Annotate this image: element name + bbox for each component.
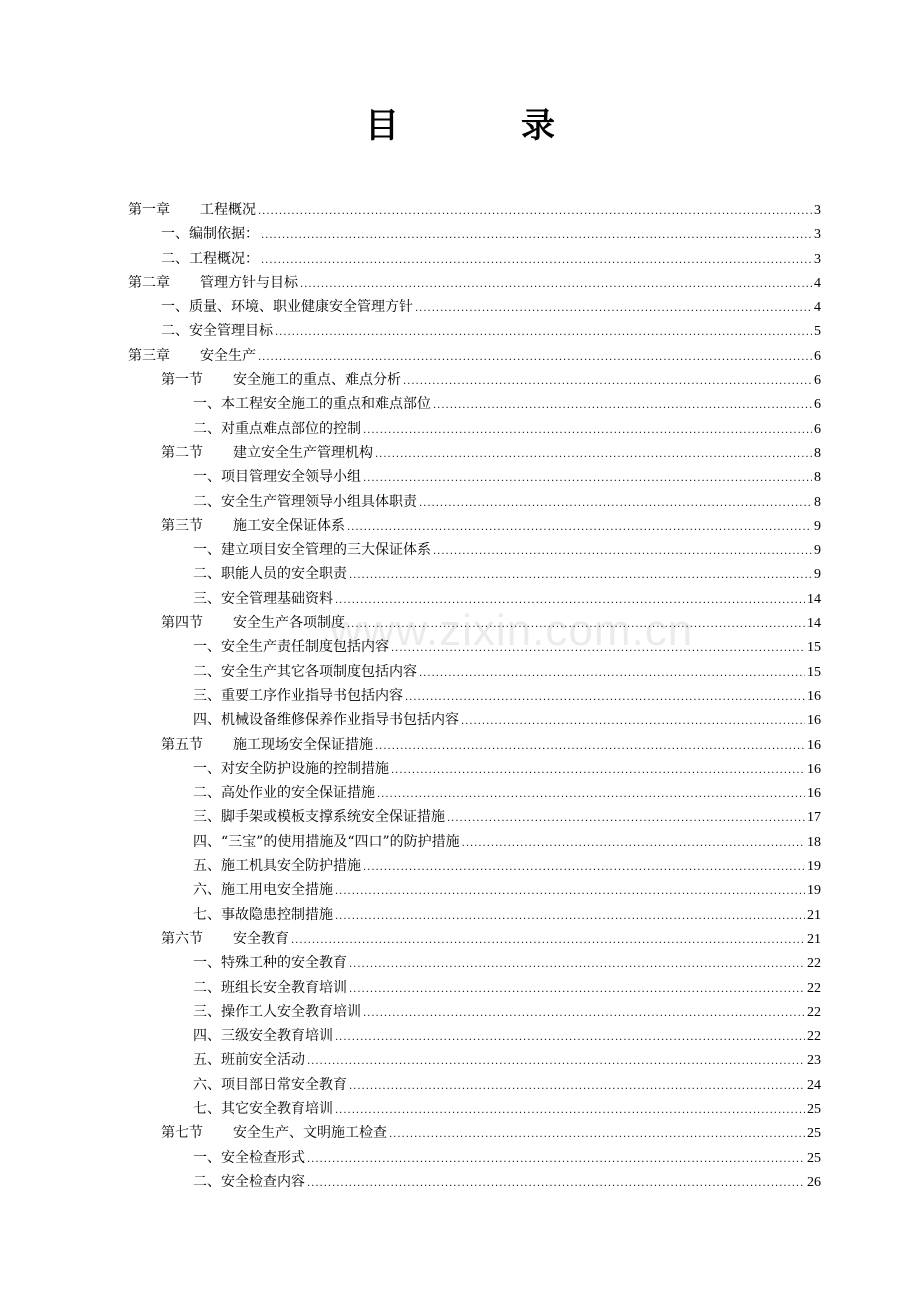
toc-leader-dots [347,516,812,540]
toc-entry-page-number: 14 [807,616,821,632]
toc-entry[interactable] [128,805,821,829]
toc-leader-dots [335,1099,805,1123]
toc-entry-page-number: 16 [807,761,821,777]
toc-entry-title: 一、编制依据： [161,226,259,243]
toc-entry-page-number: 3 [814,203,821,218]
toc-entry-page-number: 25 [807,1150,821,1166]
toc-entry-page-number: 22 [807,1004,821,1020]
toc-entry-page-number: 4 [814,300,821,316]
toc-entry-title: 五、施工机具安全防护措施 [193,858,361,875]
toc-entry-page-number: 15 [807,664,821,680]
toc-leader-dots [258,346,812,370]
toc-entry-page-number: 18 [807,834,821,850]
toc-entry-page-number: 9 [814,543,821,559]
toc-entry-title: 二、职能人员的安全职责 [193,566,347,583]
toc-entry[interactable] [128,368,821,392]
toc-leader-dots [335,1026,805,1050]
toc-entry-title: 六、项目部日常安全教育 [193,1076,347,1093]
toc-entry[interactable] [128,490,821,514]
toc-entry-title: 二、班组长安全教育培训 [193,979,347,996]
toc-entry[interactable] [128,1000,821,1024]
toc-leader-dots [375,735,805,759]
toc-entry-title: 三、操作工人安全教育培训 [193,1003,361,1020]
toc-entry-number: 第五节 [161,736,203,753]
toc-leader-dots [335,589,805,613]
toc-entry-number: 第四节 [161,615,203,632]
toc-leader-dots [377,783,805,807]
toc-leader-dots [419,662,805,686]
toc-entry-page-number: 19 [807,859,821,875]
toc-entry-number: 第一节 [161,372,203,389]
toc-entry-title: 五、班前安全活动 [193,1052,305,1069]
toc-leader-dots [405,686,805,710]
toc-entry[interactable] [128,733,821,757]
toc-leader-dots [375,443,812,467]
toc-entry[interactable] [128,781,821,805]
toc-leader-dots [363,419,812,443]
toc-leader-dots [389,1123,805,1147]
toc-entry-number: 第二章 [128,274,170,291]
toc-entry-page-number: 22 [807,1029,821,1045]
toc-leader-dots [403,370,812,394]
toc-entry-page-number: 8 [814,470,821,486]
toc-entry[interactable] [128,465,821,489]
toc-entry[interactable] [128,976,821,1000]
toc-entry-page-number: 22 [807,980,821,996]
toc-leader-dots [447,807,805,831]
toc-entry-page-number: 25 [807,1126,821,1142]
toc-entry-title: 工程概况 [200,202,256,218]
toc-entry-title: 安全生产、文明施工检查 [233,1125,387,1142]
toc-entry[interactable] [128,830,821,854]
toc-leader-dots [347,613,805,637]
watermark: www.zixin.com.cn [330,606,694,655]
toc-entry[interactable] [128,392,821,416]
toc-entry-page-number: 5 [814,324,821,340]
toc-entry[interactable] [128,1121,821,1145]
toc-entry[interactable] [128,1097,821,1121]
toc-leader-dots [433,394,812,418]
toc-entry[interactable] [128,222,821,246]
toc-entry-title: 四、三级安全教育培训 [193,1028,333,1045]
toc-entry-page-number: 16 [807,786,821,802]
toc-entry-title: 二、高处作业的安全保证措施 [193,785,375,802]
toc-entry[interactable] [128,441,821,465]
toc-entry-title: 四、“三宝”的使用措施及“四口”的防护措施 [193,833,460,850]
toc-entry-number: 第三节 [161,517,203,534]
toc-entry-title: 二、安全管理目标 [161,323,273,340]
toc-leader-dots [363,856,805,880]
toc-entry-title: 管理方针与目标 [200,274,298,291]
toc-entry-title: 二、安全生产其它各项制度包括内容 [193,663,417,680]
toc-entry-title: 安全教育 [233,930,289,947]
toc-leader-dots [300,273,812,297]
toc-entry[interactable] [128,514,821,538]
toc-leader-dots [419,492,812,516]
toc-entry[interactable] [128,684,821,708]
toc-entry[interactable] [128,198,821,222]
toc-entry-page-number: 16 [807,688,821,704]
toc-entry-title: 安全生产各项制度 [233,615,345,632]
toc-leader-dots [415,297,812,321]
toc-entry-page-number: 6 [814,348,821,364]
toc-entry[interactable] [128,927,821,951]
toc-leader-dots [349,978,805,1002]
toc-entry-title: 三、安全管理基础资料 [193,590,333,607]
toc-entry-title: 安全施工的重点、难点分析 [233,372,401,389]
toc-leader-dots [307,1050,805,1074]
toc-entry[interactable] [128,319,821,343]
toc-entry-title: 七、其它安全教育培训 [193,1100,333,1117]
toc-entry[interactable] [128,1073,821,1097]
toc-entry-title: 三、脚手架或模板支撑系统安全保证措施 [193,809,445,826]
toc-entry-page-number: 3 [814,251,821,267]
toc-leader-dots [363,1002,805,1026]
toc-entry[interactable] [128,1146,821,1170]
toc-leader-dots [307,1148,805,1172]
toc-entry-page-number: 8 [814,494,821,510]
toc-entry-page-number: 24 [807,1077,821,1093]
toc-leader-dots [461,710,805,734]
toc-entry-page-number: 16 [807,737,821,753]
toc-entry-page-number: 26 [807,1174,821,1190]
toc-entry[interactable] [128,1024,821,1048]
toc-entry[interactable] [128,538,821,562]
toc-entry-page-number: 6 [814,421,821,437]
toc-entry[interactable] [128,247,821,271]
toc-entry-title: 二、工程概况： [161,250,259,267]
toc-entry-page-number: 21 [807,931,821,947]
toc-entry[interactable] [128,1170,821,1194]
toc-entry[interactable] [128,587,821,611]
toc-leader-dots [391,637,805,661]
toc-entry-page-number: 15 [807,640,821,656]
toc-leader-dots [462,832,805,856]
toc-entry-title: 一、安全生产责任制度包括内容 [193,639,389,656]
toc-leader-dots [275,321,812,345]
toc-entry-title: 一、特殊工种的安全教育 [193,955,347,972]
toc-leader-dots [349,564,812,588]
toc-entry-number: 第六节 [161,930,203,947]
toc-entry-page-number: 25 [807,1101,821,1117]
toc-entry-title: 二、安全检查内容 [193,1173,305,1190]
toc-entry-page-number: 6 [814,397,821,413]
toc-leader-dots [307,1172,805,1196]
toc-leader-dots [261,224,812,248]
toc-leader-dots [349,953,805,977]
toc-entry-number: 第二节 [161,444,203,461]
toc-entry-title: 四、机械设备维修保养作业指导书包括内容 [193,712,459,729]
toc-entry-number: 第一章 [128,202,170,218]
toc-leader-dots [261,249,812,273]
toc-entry-page-number: 4 [814,275,821,291]
toc-entry-page-number: 17 [807,810,821,826]
toc-entry-title: 一、建立项目安全管理的三大保证体系 [193,542,431,559]
table-of-contents [128,198,821,1194]
toc-entry[interactable] [128,1048,821,1072]
toc-entry-title: 三、重要工序作业指导书包括内容 [193,687,403,704]
toc-entry[interactable] [128,708,821,732]
toc-entry[interactable] [128,757,821,781]
toc-entry-number: 第三章 [128,347,170,364]
toc-entry-title: 建立安全生产管理机构 [233,444,373,461]
toc-leader-dots [335,880,805,904]
toc-entry[interactable] [128,562,821,586]
toc-entry[interactable] [128,417,821,441]
toc-entry-page-number: 6 [814,373,821,389]
toc-leader-dots [291,929,805,953]
toc-leader-dots [349,1075,805,1099]
toc-entry-page-number: 19 [807,883,821,899]
toc-entry-title: 一、安全检查形式 [193,1149,305,1166]
toc-entry-page-number: 16 [807,713,821,729]
toc-entry[interactable] [128,878,821,902]
toc-leader-dots [335,905,805,929]
toc-entry-page-number: 8 [814,445,821,461]
toc-entry-number: 第七节 [161,1125,203,1142]
toc-leader-dots [433,540,812,564]
toc-entry-page-number: 9 [814,518,821,534]
toc-entry[interactable] [128,660,821,684]
toc-entry-page-number: 9 [814,567,821,583]
toc-leader-dots [391,759,805,783]
toc-entry[interactable] [128,635,821,659]
toc-entry-title: 一、项目管理安全领导小组 [193,469,361,486]
toc-entry-title: 一、本工程安全施工的重点和难点部位 [193,396,431,413]
toc-entry[interactable] [128,951,821,975]
toc-entry[interactable] [128,854,821,878]
toc-entry[interactable] [128,903,821,927]
toc-entry-page-number: 14 [807,591,821,607]
toc-entry-title: 施工安全保证体系 [233,517,345,534]
toc-entry-page-number: 22 [807,956,821,972]
toc-entry-title: 施工现场安全保证措施 [233,736,373,753]
toc-leader-dots [258,200,812,224]
toc-entry-title: 二、对重点难点部位的控制 [193,420,361,437]
toc-entry-page-number: 23 [807,1053,821,1069]
toc-entry-page-number: 21 [807,907,821,923]
toc-entry-title: 六、施工用电安全措施 [193,882,333,899]
toc-entry[interactable] [128,271,821,295]
toc-entry-title: 二、安全生产管理领导小组具体职责 [193,493,417,510]
toc-entry-page-number: 3 [814,227,821,243]
page-title: 目 录 [365,106,599,146]
toc-entry-title: 七、事故隐患控制措施 [193,906,333,923]
toc-entry[interactable] [128,295,821,319]
toc-entry-title: 安全生产 [200,347,256,364]
toc-entry[interactable] [128,344,821,368]
toc-leader-dots [363,467,812,491]
toc-entry-title: 一、质量、环境、职业健康安全管理方针 [161,299,413,316]
toc-entry[interactable] [128,611,821,635]
toc-entry-title: 一、对安全防护设施的控制措施 [193,760,389,777]
